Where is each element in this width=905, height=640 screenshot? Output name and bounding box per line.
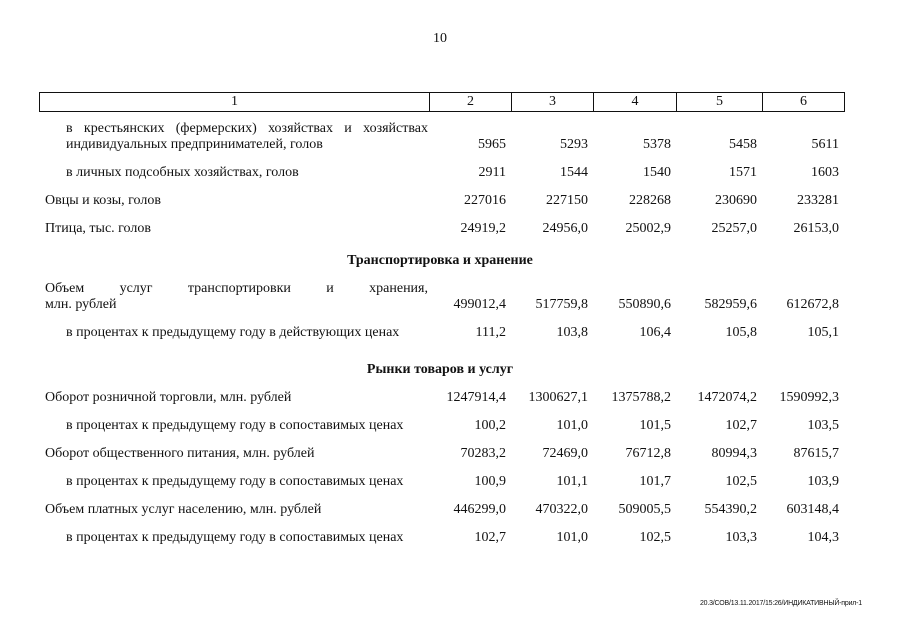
table-row bbox=[39, 281, 845, 313]
table-row bbox=[39, 446, 845, 462]
table-cell: 102,5 bbox=[639, 530, 671, 545]
table-row bbox=[39, 193, 845, 209]
table-cell: 233281 bbox=[797, 193, 839, 208]
table-cell: 24919,2 bbox=[460, 221, 506, 236]
table-cell: 612672,8 bbox=[786, 297, 839, 312]
table-cell: 227016 bbox=[464, 193, 506, 208]
row-label: Оборот розничной торговли, млн. рублей bbox=[45, 390, 292, 405]
table-cell: 101,1 bbox=[556, 474, 588, 489]
row-label: Оборот общественного питания, млн. рублей bbox=[45, 446, 315, 461]
table-header-row bbox=[39, 92, 845, 112]
table-cell: 103,8 bbox=[556, 325, 588, 340]
header-cell: 3 bbox=[511, 93, 593, 111]
table-cell: 5293 bbox=[560, 137, 588, 152]
table-cell: 1603 bbox=[811, 165, 839, 180]
table-cell: 517759,8 bbox=[535, 297, 588, 312]
table-cell: 446299,0 bbox=[453, 502, 506, 517]
table-cell: 101,0 bbox=[556, 418, 588, 433]
table-cell: 1544 bbox=[560, 165, 588, 180]
table-cell: 103,5 bbox=[807, 418, 839, 433]
row-label-line: индивидуальных предпринимателей, голов bbox=[66, 137, 323, 152]
table-row bbox=[39, 474, 845, 490]
table-cell: 25257,0 bbox=[711, 221, 757, 236]
row-label: в личных подсобных хозяйствах, голов bbox=[66, 165, 299, 180]
table-cell: 111,2 bbox=[475, 325, 506, 340]
table-cell: 227150 bbox=[546, 193, 588, 208]
table-cell: 103,3 bbox=[725, 530, 757, 545]
header-cell: 4 bbox=[593, 93, 676, 111]
table-row bbox=[39, 325, 845, 341]
table-cell: 87615,7 bbox=[793, 446, 839, 461]
row-label: в процентах к предыдущему году в сопоставимых ценах bbox=[66, 474, 404, 489]
header-cell: 1 bbox=[231, 94, 238, 109]
table-cell: 5611 bbox=[811, 137, 839, 152]
row-label-line: Объем услуг транспортировки и хранения, bbox=[45, 281, 428, 296]
header-cell: 2 bbox=[429, 93, 511, 111]
table-cell: 2911 bbox=[478, 165, 506, 180]
table-cell: 5378 bbox=[643, 137, 671, 152]
table-row bbox=[39, 502, 845, 518]
row-label-line: в крестьянских (фермерских) хозяйствах и хозяйствах bbox=[66, 121, 428, 136]
table-row bbox=[39, 121, 845, 153]
row-label: Птица, тыс. голов bbox=[45, 221, 151, 236]
table-cell: 230690 bbox=[715, 193, 757, 208]
table-cell: 104,3 bbox=[807, 530, 839, 545]
table-cell: 1300627,1 bbox=[528, 390, 588, 405]
header-cell: 6 bbox=[762, 93, 844, 111]
table-cell: 102,7 bbox=[725, 418, 757, 433]
table-cell: 26153,0 bbox=[793, 221, 839, 236]
table-cell: 101,0 bbox=[556, 530, 588, 545]
table-cell: 100,9 bbox=[474, 474, 506, 489]
table-row bbox=[39, 221, 845, 237]
table-cell: 72469,0 bbox=[542, 446, 588, 461]
table-cell: 5965 bbox=[478, 137, 506, 152]
section-title: Рынки товаров и услуг bbox=[366, 362, 514, 377]
header-cell: 5 bbox=[676, 93, 762, 111]
table-row bbox=[39, 418, 845, 434]
table-cell: 1247914,4 bbox=[446, 390, 506, 405]
row-label: Овцы и козы, голов bbox=[45, 193, 161, 208]
table-cell: 25002,9 bbox=[625, 221, 671, 236]
row-label: в процентах к предыдущему году в сопоставимых ценах bbox=[66, 418, 404, 433]
document-footer-code: 20.3/СОВ/13.11.2017/15:26/ИНДИКАТИВНЫЙ-прил-1 bbox=[699, 600, 862, 607]
table-cell: 1540 bbox=[643, 165, 671, 180]
table-cell: 101,7 bbox=[639, 474, 671, 489]
table-cell: 509005,5 bbox=[618, 502, 671, 517]
table-cell: 80994,3 bbox=[711, 446, 757, 461]
section-title: Транспортировка и хранение bbox=[347, 253, 533, 268]
table-cell: 24956,0 bbox=[542, 221, 588, 236]
table-cell: 76712,8 bbox=[625, 446, 671, 461]
table-cell: 603148,4 bbox=[786, 502, 839, 517]
table-cell: 102,7 bbox=[474, 530, 506, 545]
table-cell: 103,9 bbox=[807, 474, 839, 489]
table-cell: 101,5 bbox=[639, 418, 671, 433]
table-cell: 550890,6 bbox=[618, 297, 671, 312]
table-cell: 554390,2 bbox=[704, 502, 757, 517]
row-label bbox=[39, 281, 428, 313]
table-row bbox=[39, 530, 845, 546]
table-cell: 1590992,3 bbox=[779, 390, 839, 405]
table-cell: 105,1 bbox=[807, 325, 839, 340]
table-cell: 228268 bbox=[629, 193, 671, 208]
table-cell: 70283,2 bbox=[460, 446, 506, 461]
page-number: 10 bbox=[433, 31, 447, 46]
table-cell: 470322,0 bbox=[535, 502, 588, 517]
table-cell: 582959,6 bbox=[704, 297, 757, 312]
table-cell: 100,2 bbox=[474, 418, 506, 433]
row-label: в процентах к предыдущему году в сопоставимых ценах bbox=[66, 530, 404, 545]
table-cell: 499012,4 bbox=[453, 297, 506, 312]
table-cell: 1472074,2 bbox=[697, 390, 757, 405]
table-cell: 102,5 bbox=[725, 474, 757, 489]
row-label: в процентах к предыдущему году в действующих ценах bbox=[66, 325, 400, 340]
table-cell: 1375788,2 bbox=[611, 390, 671, 405]
row-label: Объем платных услуг населению, млн. рублей bbox=[45, 502, 322, 517]
row-label bbox=[39, 121, 428, 153]
table-cell: 105,8 bbox=[725, 325, 757, 340]
table-cell: 5458 bbox=[729, 137, 757, 152]
table-row bbox=[39, 165, 845, 181]
table-row bbox=[39, 390, 845, 406]
table-cell: 106,4 bbox=[639, 325, 671, 340]
row-label-line: млн. рублей bbox=[45, 297, 117, 312]
table-cell: 1571 bbox=[729, 165, 757, 180]
